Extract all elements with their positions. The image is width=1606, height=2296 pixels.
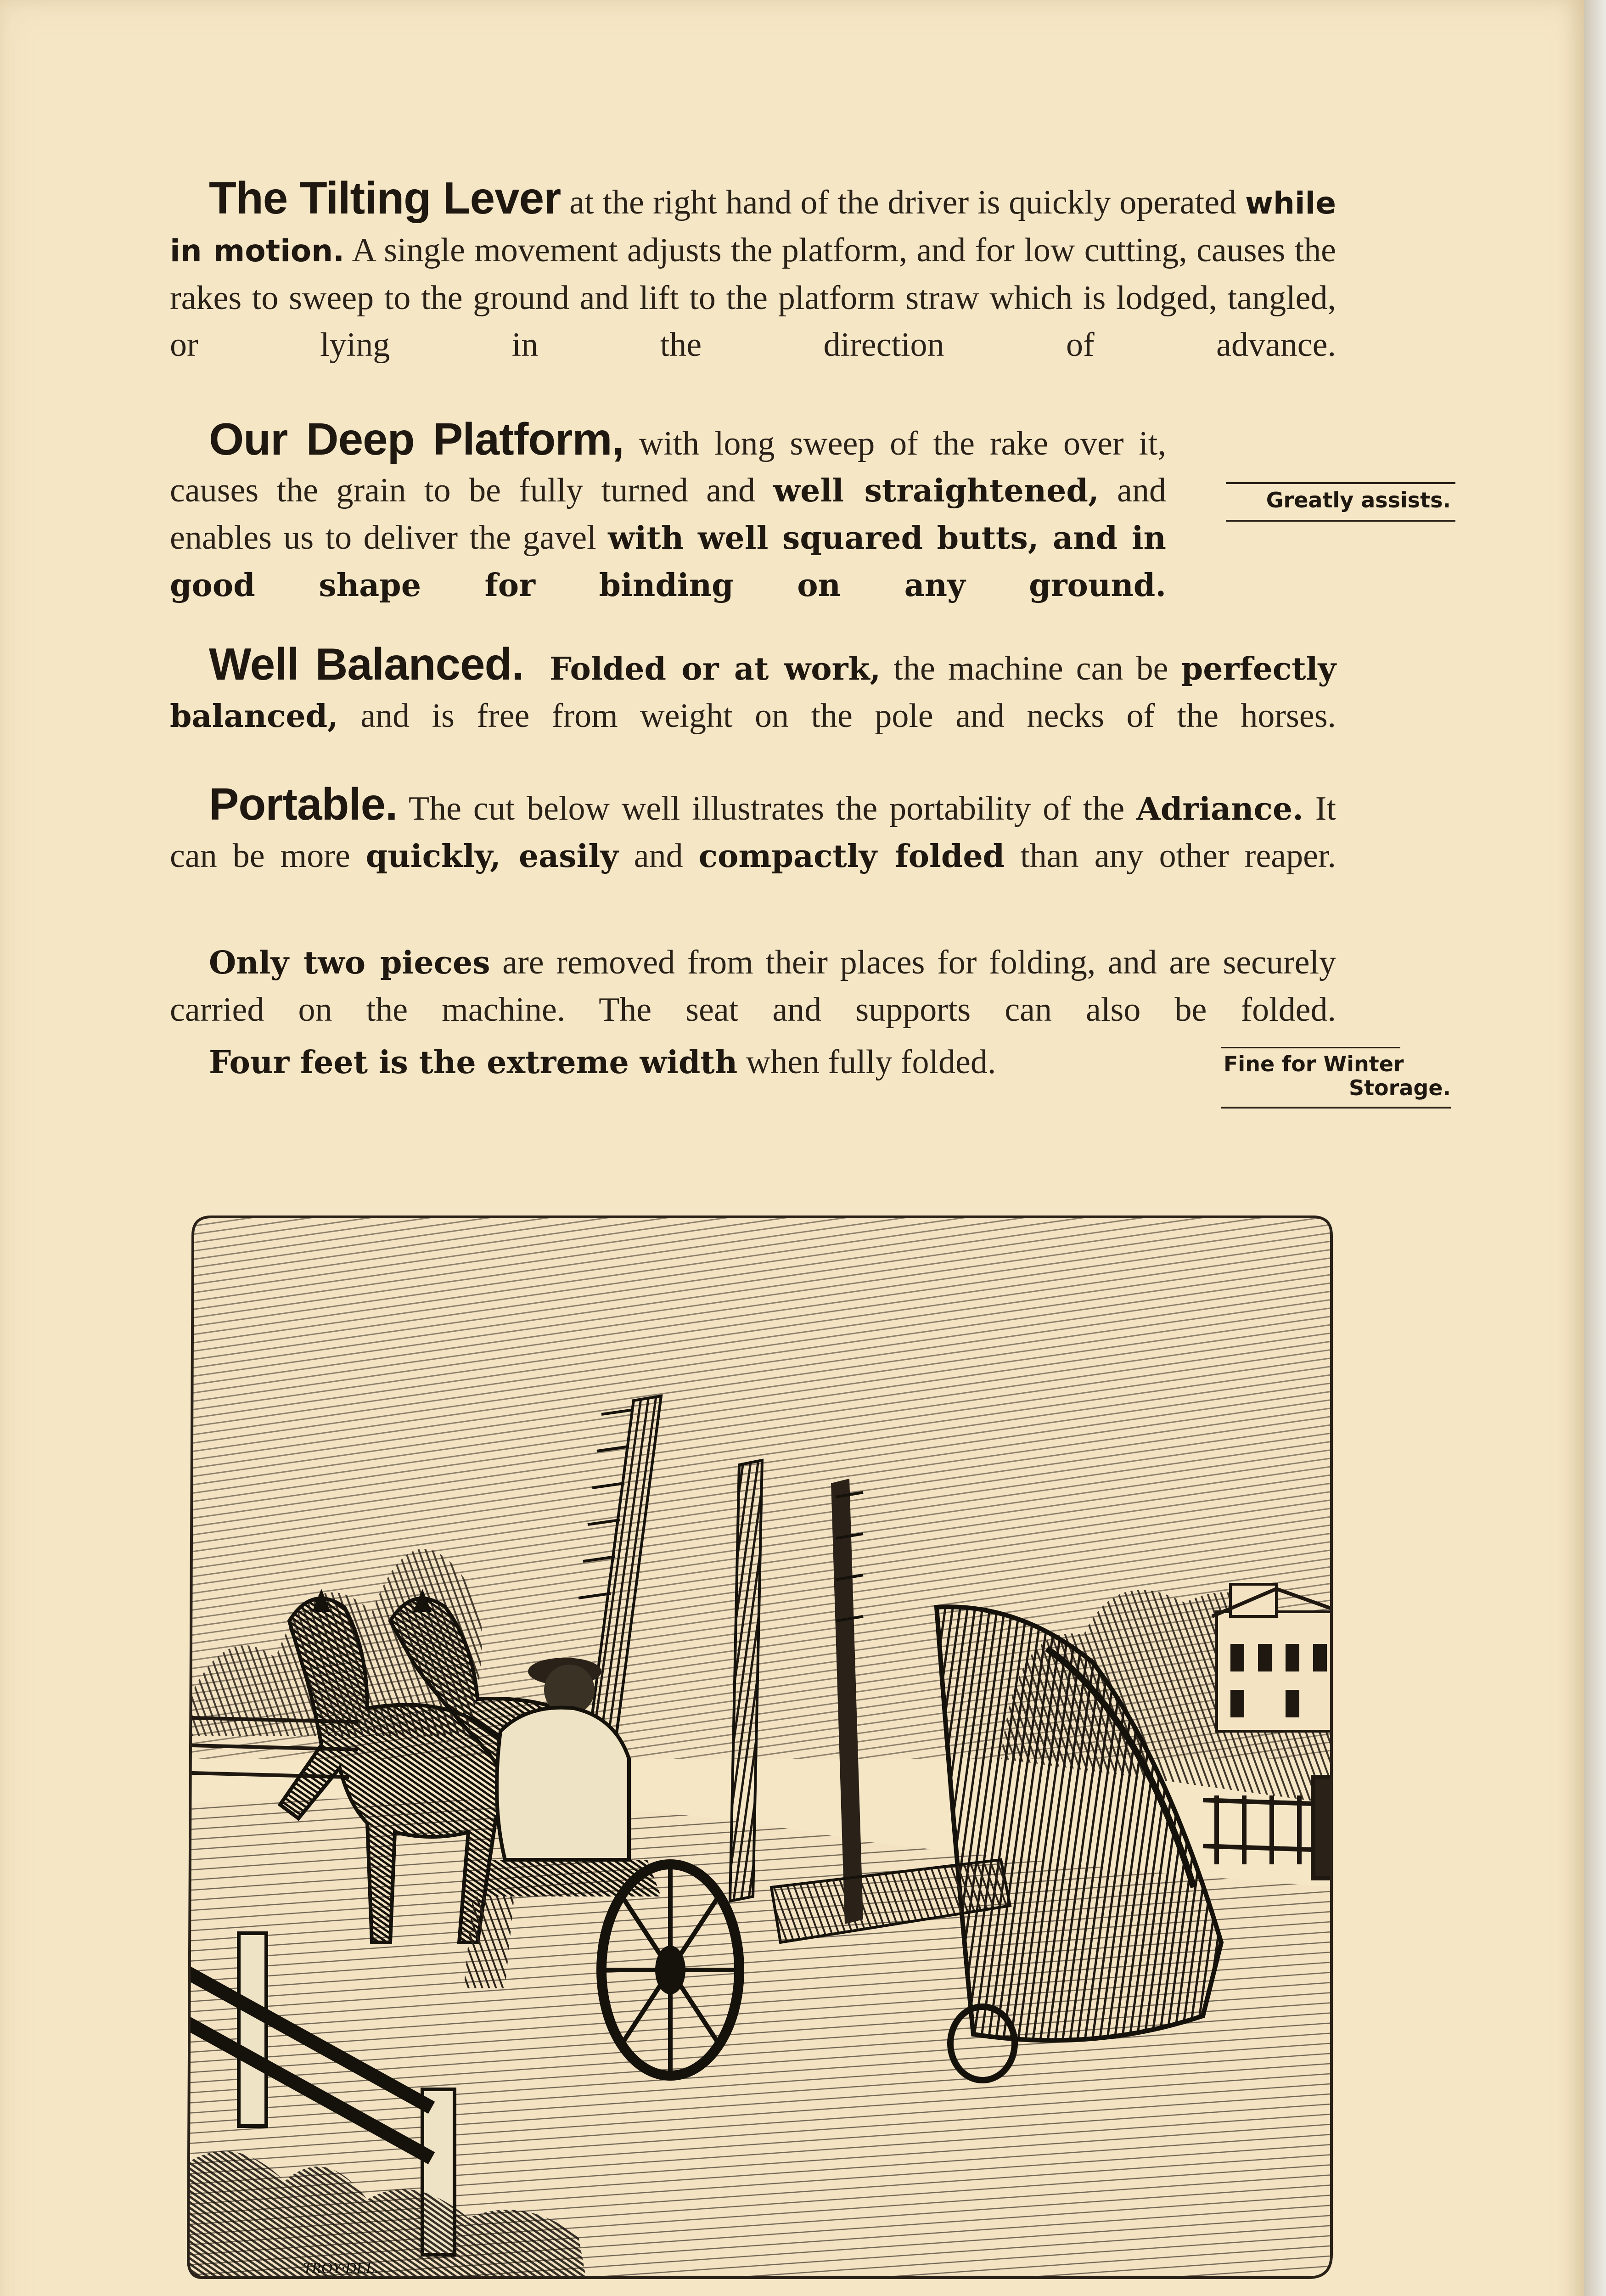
- bold-phrase: quickly, easily: [365, 838, 618, 875]
- paragraph-text: are removed from their places for folding, and are securely carried on the machine. The seat and supports can also be folded.: [170, 944, 1336, 1029]
- paragraph-text: and is free from weight on the pole and necks of the horses.: [338, 697, 1336, 735]
- sidenote-greatly-assists: Greatly assists.: [1266, 488, 1451, 512]
- paragraph-text: when fully folded.: [737, 1043, 996, 1081]
- bold-phrase: while in motion.: [170, 186, 1336, 269]
- paragraph-four-feet: [170, 1039, 1180, 1086]
- paragraph-deep-platform: [170, 416, 1166, 609]
- lead-heading: Our Deep Platform,: [209, 414, 624, 464]
- paragraph-text: A single movement adjusts the platform, and for low cutting, causes the rakes to sweep to the ground and lift to the platform straw which is lodged, tangled, or lying in the direction of advance.: [170, 231, 1336, 364]
- sidenote-rule: [1221, 1107, 1451, 1109]
- paragraph-text: the machine can be: [881, 650, 1181, 687]
- bold-phrase: Four feet is the extreme width: [209, 1044, 738, 1081]
- paragraph-well-balanced: [170, 641, 1336, 740]
- reaper-engraving: [174, 1208, 1341, 2287]
- paragraph-text: The cut below well illustrates the portability of the: [397, 790, 1137, 827]
- paragraph-portable: [170, 781, 1336, 880]
- sidenote-rule: [1226, 482, 1455, 484]
- paragraph-text: It can be more: [170, 790, 1336, 875]
- paragraph-text: and enables us to deliver the gavel: [170, 472, 1166, 557]
- bold-phrase: Folded or at work,: [549, 651, 881, 687]
- paragraph-text: with long sweep of the rake over it, causes the grain to be fully turned and: [170, 425, 1166, 509]
- paragraph-text: at the right hand of the driver is quickly operated: [561, 184, 1246, 221]
- sidenote-rule: [1221, 1047, 1400, 1048]
- paragraph-text: than any other reaper.: [1005, 837, 1336, 875]
- paragraph-tilting-lever: [170, 174, 1336, 368]
- paragraph-two-pieces: [170, 939, 1336, 1033]
- scan-margin-right: [1584, 0, 1606, 2296]
- bold-phrase: Adriance.: [1136, 791, 1303, 827]
- house-drawing: [1212, 1584, 1341, 1731]
- bold-phrase: Only two pieces: [209, 945, 490, 981]
- sidenote-winter-storage-line2: Storage.: [1348, 1075, 1451, 1100]
- bold-phrase: compactly folded: [698, 838, 1005, 875]
- bold-phrase: perfectly balanced,: [170, 651, 1336, 735]
- bold-phrase: well straightened,: [773, 473, 1099, 509]
- lead-heading: Portable.: [209, 779, 398, 829]
- engraver-signature: TROY·DEL.: [303, 2260, 379, 2277]
- bold-phrase: with well squared butts, and in good shape for binding on any ground.: [170, 520, 1166, 604]
- sidenote-winter-storage-line1: Fine for Winter: [1224, 1052, 1404, 1076]
- lead-heading: Well Balanced.: [209, 639, 524, 689]
- paragraph-text: and: [618, 837, 699, 875]
- sidenote-rule: [1226, 520, 1455, 522]
- lead-heading: The Tilting Lever: [209, 173, 561, 223]
